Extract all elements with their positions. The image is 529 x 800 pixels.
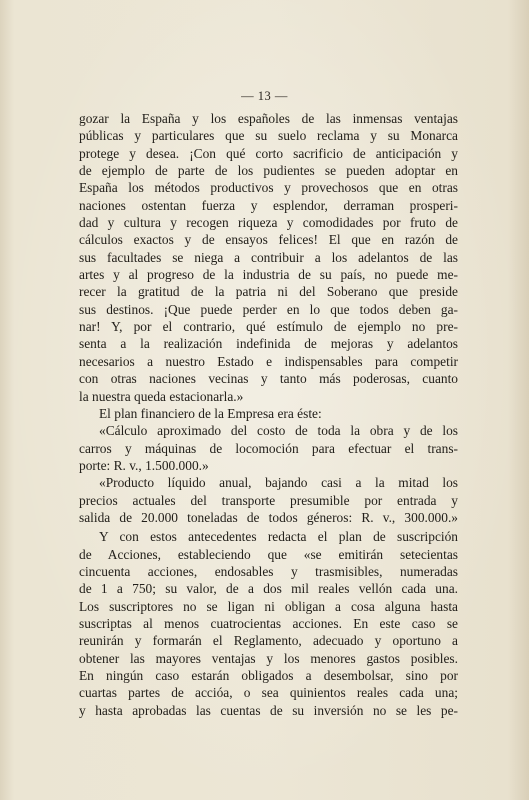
text-line: de ejemplo de parte de los pudientes se pueden adoptar en — [79, 163, 458, 179]
text-line: cálculos exactos y de ensayos felices! El que en razón de — [79, 232, 458, 248]
text-line: suscriptas al menos cuatrocientas acciones. En este caso se — [79, 615, 458, 631]
text-line: necesarios a nuestro Estado e indispensables para competir — [79, 353, 458, 369]
text-line: En ningún caso estarán obligados a desembolsar, sino por — [79, 668, 458, 683]
text-line: Los suscriptores no se ligan ni obligan a cosa alguna hasta — [79, 598, 458, 614]
text-line: precios actuales del transporte presumible por entrada y — [79, 492, 458, 508]
text-line: la nuestra queda estacionarla.» — [79, 388, 244, 404]
text-line: de 1 a 750; su valor, de a dos mil reales vellón cada una. — [79, 581, 458, 597]
text-line: salida de 20.000 toneladas de todos géneros: R. v., 300.000.» — [79, 509, 458, 525]
text-line: públicas y particulares que su suelo reclama y su Monarca — [79, 128, 458, 144]
paragraph — [79, 422, 458, 474]
text-line: «Cálculo aproximado del costo de toda la obra y de los — [99, 423, 458, 439]
text-line: con otras naciones vecinas y tanto más poderosas, cuanto — [79, 371, 458, 387]
text-line: Y con estos antecedentes redacta el plan de suscripción — [99, 529, 458, 545]
text-line: obtener las mayores ventajas y los menores gastos posibles. — [79, 650, 458, 666]
text-line: sus facultades se niega a contribuir a los adelantos de las — [79, 249, 458, 265]
text-line: recer la gratitud de la patria ni del Soberano que preside — [79, 284, 458, 300]
body-text — [79, 110, 458, 719]
text-line: gozar la España y los españoles de las inmensas ventajas — [79, 111, 458, 126]
text-line: El plan financiero de la Empresa era éste: — [99, 405, 322, 421]
paragraph — [79, 405, 458, 422]
text-line: nar! Y, por el contrario, qué estímulo de ejemplo no pre- — [79, 319, 458, 335]
text-line: cincuenta acciones, endosables y trasmisibles, numeradas — [79, 563, 458, 579]
text-line: y hasta aprobadas las cuentas de su inversión no se les pe- — [79, 702, 458, 718]
text-line: senta a la realización indefinida de mejoras y adelantos — [79, 336, 458, 352]
text-line: España los métodos productivos y provechosos que en otras — [79, 180, 458, 196]
text-line: carros y máquinas de locomoción para efectuar el trans- — [79, 440, 458, 456]
text-line: naciones ostentan fuerza y esplendor, derraman prosperi- — [79, 197, 458, 213]
text-line: artes y al progreso de la industria de su país, no puede me- — [79, 267, 458, 283]
text-line: dad y cultura y recogen riqueza y comodidades por fruto de — [79, 215, 458, 231]
text-line: «Producto líquido anual, bajando casi a la mitad los — [99, 475, 458, 491]
paragraph — [79, 474, 458, 526]
text-line: de Acciones, estableciendo que «se emitirán setecientas — [79, 546, 458, 562]
page-number: — 13 — — [241, 89, 288, 103]
paragraph — [79, 528, 458, 719]
paragraph — [79, 110, 458, 405]
text-line: cuartas partes de accióa, o sea quinientos reales cada una; — [79, 685, 458, 701]
text-line: porte: R. v., 1.500.000.» — [79, 457, 209, 473]
text-line: sus destinos. ¡Que puede perder en lo que todos deben ga- — [79, 301, 458, 317]
text-line: reunirán y formarán el Reglamento, adecuado y oportuno a — [79, 633, 458, 649]
text-line: protege y desea. ¡Con qué corto sacrificio de anticipación y — [79, 145, 458, 161]
